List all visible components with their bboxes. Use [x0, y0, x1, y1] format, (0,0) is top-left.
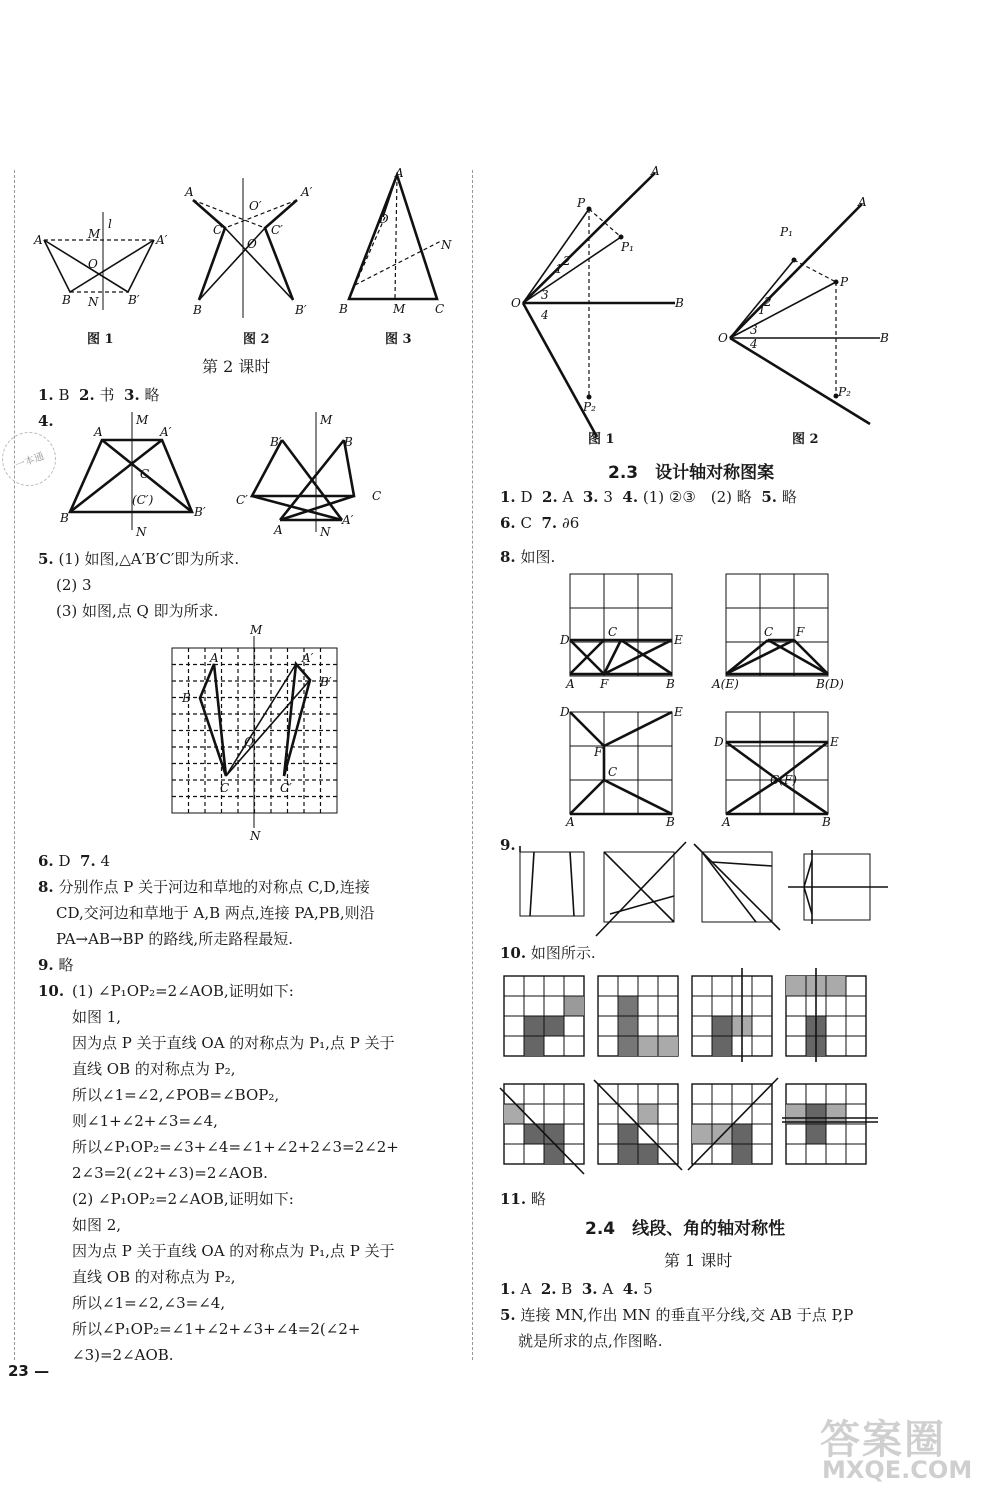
q8-text: 如图.	[520, 548, 556, 566]
svg-text:A: A	[274, 523, 283, 537]
svg-text:F: F	[594, 745, 603, 759]
svg-text:M: M	[88, 227, 101, 241]
svg-text:F: F	[796, 625, 805, 639]
q5-part-3: (3) 如图,点 Q 即为所求.	[56, 602, 219, 620]
svg-text:A: A	[566, 677, 575, 691]
right-fig-caption-1: 图 1	[588, 432, 615, 447]
svg-text:2: 2	[563, 254, 571, 268]
q-num: 1.	[38, 386, 54, 404]
svg-text:C(F): C(F)	[770, 773, 797, 787]
svg-text:A′: A′	[302, 651, 314, 665]
svg-text:B: B	[675, 296, 684, 310]
svg-text:P: P	[840, 275, 849, 289]
svg-text:A′: A′	[156, 233, 168, 247]
svg-text:B′: B′	[295, 303, 307, 317]
sec23-q8-line	[500, 544, 555, 570]
answer: 书	[99, 386, 115, 404]
svg-text:B′: B′	[320, 675, 332, 689]
svg-text:C: C	[140, 467, 150, 481]
svg-text:B: B	[666, 677, 675, 691]
q-num: 2.	[540, 1280, 557, 1298]
watermark-url: MXQE.COM	[822, 1456, 973, 1484]
svg-text:A: A	[94, 425, 103, 439]
svg-text:P₁: P₁	[621, 240, 634, 254]
svg-text:O: O	[88, 257, 98, 271]
svg-text:(C′): (C′)	[132, 493, 154, 507]
svg-text:C: C	[608, 765, 618, 779]
q-num: 4.	[622, 1280, 639, 1298]
q-num: 10.	[500, 944, 527, 962]
lesson-2-title: 第 2 课时	[202, 357, 271, 376]
svg-text:A: A	[566, 815, 575, 829]
svg-text:D: D	[560, 633, 570, 647]
svg-text:C′: C′	[280, 781, 292, 795]
svg-text:E: E	[674, 633, 683, 647]
svg-text:M: M	[250, 623, 263, 637]
q4-number: 4.	[38, 412, 54, 430]
center-divider	[472, 170, 473, 1360]
answer: A	[562, 488, 574, 506]
svg-text:B: B	[182, 691, 191, 705]
answer: A	[602, 1280, 614, 1298]
svg-text:B′: B′	[270, 435, 282, 449]
q10-line: 2∠3=2(∠2+∠3)=2∠AOB.	[72, 1164, 268, 1182]
q8-grid-1	[560, 572, 690, 692]
svg-text:4: 4	[750, 337, 758, 351]
svg-text:P₂: P₂	[838, 385, 851, 399]
svg-text:4: 4	[541, 308, 549, 322]
answer: B	[561, 1280, 573, 1298]
q5-line-1	[38, 546, 239, 572]
svg-text:B: B	[339, 302, 348, 316]
svg-text:A: A	[722, 815, 731, 829]
q8-grid-4	[712, 702, 842, 829]
svg-text:D: D	[560, 705, 570, 719]
q-num: 5.	[761, 488, 778, 506]
svg-text:B: B	[60, 511, 69, 525]
left-margin-line	[14, 170, 15, 1360]
svg-text:E: E	[830, 735, 839, 749]
svg-text:D: D	[379, 212, 389, 226]
svg-text:C: C	[608, 625, 618, 639]
answer: 5	[643, 1280, 653, 1298]
q-num: 1.	[500, 1280, 516, 1298]
answer: ∂6	[561, 514, 580, 532]
answer: D	[58, 852, 71, 870]
svg-text:C: C	[764, 625, 774, 639]
answer: 略	[781, 488, 797, 506]
svg-text:C: C	[435, 302, 445, 316]
q-num: 6.	[500, 514, 516, 532]
svg-text:P₂: P₂	[583, 400, 596, 414]
section-2-4-lesson-title: 第 1 课时	[664, 1251, 733, 1270]
svg-text:B′: B′	[194, 505, 206, 519]
svg-text:A′: A′	[342, 513, 354, 527]
q10-line: 直线 OB 的对称点为 P₂,	[72, 1060, 236, 1078]
q-num: 3.	[581, 1280, 598, 1298]
svg-text:A: A	[34, 233, 43, 247]
q10-line: (2) ∠P₁OP₂=2∠AOB,证明如下:	[72, 1190, 294, 1208]
q-num: 3.	[124, 386, 140, 404]
svg-text:A: A	[651, 164, 660, 178]
svg-text:Q: Q	[244, 735, 254, 749]
svg-text:C: C	[372, 489, 382, 503]
svg-text:O: O	[511, 296, 521, 310]
sec23-answer-line-1	[500, 484, 797, 510]
sec23-q11-line	[500, 1186, 546, 1212]
answer: D	[520, 488, 533, 506]
q-num: 3.	[582, 488, 599, 506]
q-num: 4.	[622, 488, 639, 506]
section-2-3-title: 2.3 设计轴对称图案	[608, 463, 775, 483]
q-num: 8.	[500, 548, 516, 566]
svg-text:M: M	[393, 302, 406, 316]
svg-text:1: 1	[758, 303, 766, 317]
answer: 略	[58, 956, 74, 974]
svg-text:B: B	[666, 815, 675, 829]
svg-text:F: F	[600, 677, 609, 691]
q10-line: 直线 OB 的对称点为 P₂,	[72, 1268, 236, 1286]
svg-text:A(E): A(E)	[712, 677, 739, 691]
svg-text:A: A	[210, 651, 219, 665]
q10-line: ∠3)=2∠AOB.	[72, 1346, 174, 1364]
q5-part-1: (1) 如图,△A′B′C′即为所求.	[58, 550, 240, 568]
q-num: 5.	[38, 550, 54, 568]
sec24-q5-line-1	[500, 1302, 853, 1328]
left-fig-caption-2: 图 2	[243, 332, 270, 347]
answer-line-6-7	[38, 848, 110, 874]
sec23-q9-number: 9.	[500, 836, 516, 854]
svg-text:1: 1	[555, 262, 563, 276]
q10-line: 因为点 P 关于直线 OA 的对称点为 P₁,点 P 关于	[72, 1242, 395, 1260]
left-figure-2	[185, 178, 335, 328]
answer: A	[520, 1280, 532, 1298]
q-num: 9.	[38, 956, 54, 974]
q10-line: 则∠1+∠2+∠3=∠4,	[72, 1112, 218, 1130]
svg-text:E: E	[674, 705, 683, 719]
sec24-answer-line-1	[500, 1276, 653, 1302]
svg-text:A: A	[858, 195, 867, 209]
svg-text:B: B	[880, 331, 889, 345]
answer: B	[58, 386, 70, 404]
q8-grid-3	[560, 702, 690, 829]
svg-text:O′: O′	[249, 199, 262, 213]
q10-line: 所以∠P₁OP₂=∠1+∠2+∠3+∠4=2(∠2+	[72, 1320, 361, 1338]
q8-grid-2	[712, 572, 842, 692]
svg-text:A: A	[185, 185, 194, 199]
q8-line-3: PA→AB→BP 的路线,所走路程最短.	[56, 930, 293, 948]
answer-line-1-3	[38, 382, 160, 408]
svg-text:N: N	[320, 525, 331, 539]
q-num: 11.	[500, 1190, 527, 1208]
q-num: 1.	[500, 488, 516, 506]
svg-text:B: B	[344, 435, 353, 449]
svg-text:C: C	[220, 781, 230, 795]
sec23-answer-line-2	[500, 510, 579, 536]
q10-line: 所以∠1=∠2,∠POB=∠BOP₂,	[72, 1086, 280, 1104]
q-num: 5.	[500, 1306, 516, 1324]
right-figure-2	[710, 196, 910, 436]
q8-text: 分别作点 P 关于河边和草地的对称点 C,D,连接	[58, 878, 370, 896]
q5-grid-figure	[160, 623, 360, 844]
q9-figures	[512, 840, 902, 940]
q10-number: 10.	[38, 982, 65, 1000]
svg-text:B(D): B(D)	[816, 677, 844, 691]
q10-grids-row-1	[500, 966, 890, 1066]
q-num: 2.	[79, 386, 95, 404]
q10-line: 如图 2,	[72, 1216, 122, 1234]
answer: 略	[144, 386, 160, 404]
svg-text:N: N	[250, 829, 261, 843]
q10-line: (1) ∠P₁OP₂=2∠AOB,证明如下:	[72, 982, 294, 1000]
watermark-logo: 答案圈	[820, 1417, 946, 1463]
q10-line: 如图 1,	[72, 1008, 122, 1026]
left-figure-1	[30, 210, 180, 320]
q10-line: 所以∠1=∠2,∠3=∠4,	[72, 1294, 226, 1312]
svg-text:N: N	[88, 295, 99, 309]
left-fig-caption-1: 图 1	[87, 332, 114, 347]
q4-figure-right	[232, 412, 392, 540]
q5-part-2: (2) 3	[56, 576, 92, 594]
svg-text:M: M	[320, 413, 333, 427]
q-num: 7.	[541, 514, 558, 532]
svg-text:A′: A′	[301, 185, 313, 199]
svg-text:B′: B′	[128, 293, 140, 307]
section-2-4-title: 2.4 线段、角的轴对称性	[585, 1219, 786, 1239]
svg-text:C′: C′	[236, 493, 248, 507]
q10-line: 所以∠P₁OP₂=∠3+∠4=∠1+∠2+2∠3=2∠2+	[72, 1138, 399, 1156]
q10-grids-row-2	[500, 1080, 890, 1180]
svg-text:N: N	[136, 525, 147, 539]
svg-text:O: O	[247, 237, 257, 251]
svg-text:O: O	[718, 331, 728, 345]
svg-text:P: P	[577, 196, 586, 210]
answer: 略	[530, 1190, 546, 1208]
right-fig-caption-2: 图 2	[792, 432, 819, 447]
svg-text:A: A	[395, 166, 404, 180]
q-num: 8.	[38, 878, 54, 896]
q-num: 7.	[80, 852, 96, 870]
svg-text:N: N	[441, 238, 452, 252]
answer: C	[520, 514, 532, 532]
q-num: 6.	[38, 852, 54, 870]
stamp-text: 一本通	[13, 450, 46, 472]
svg-text:B: B	[822, 815, 831, 829]
answer: 4	[100, 852, 111, 870]
q9-line	[38, 952, 73, 978]
sec24-q5-line-2: 就是所求的点,作图略.	[518, 1332, 663, 1350]
page-number: 23 —	[8, 1362, 50, 1380]
q8-line-2: CD,交河边和草地于 A,B 两点,连接 PA,PB,则沿	[56, 904, 375, 922]
answer: 3	[603, 488, 613, 506]
svg-text:3: 3	[541, 288, 549, 302]
left-fig-caption-3: 图 3	[385, 332, 412, 347]
stamp-seal	[0, 424, 64, 493]
svg-text:C: C	[213, 223, 223, 237]
q-num: 2.	[542, 488, 558, 506]
svg-text:A′: A′	[160, 425, 172, 439]
svg-text:B: B	[193, 303, 202, 317]
svg-text:B: B	[62, 293, 71, 307]
q8-line-1	[38, 874, 370, 900]
q10-text: 如图所示.	[530, 944, 596, 962]
svg-text:C′: C′	[271, 223, 283, 237]
svg-text:P₁: P₁	[780, 225, 793, 239]
svg-text:2: 2	[764, 295, 772, 309]
svg-text:D: D	[714, 735, 724, 749]
q4-figure-left	[60, 412, 220, 540]
svg-text:M: M	[136, 413, 149, 427]
q10-line: 因为点 P 关于直线 OA 的对称点为 P₁,点 P 关于	[72, 1034, 395, 1052]
right-figure-1	[505, 165, 705, 425]
sec23-q10-line	[500, 940, 596, 966]
svg-text:3: 3	[750, 323, 758, 337]
answer: (1) ②③ (2) 略	[642, 488, 752, 506]
svg-text:l: l	[108, 217, 112, 231]
left-figure-3	[335, 165, 455, 325]
q5-text: 连接 MN,作出 MN 的垂直平分线,交 AB 于点 P,P	[520, 1306, 854, 1324]
